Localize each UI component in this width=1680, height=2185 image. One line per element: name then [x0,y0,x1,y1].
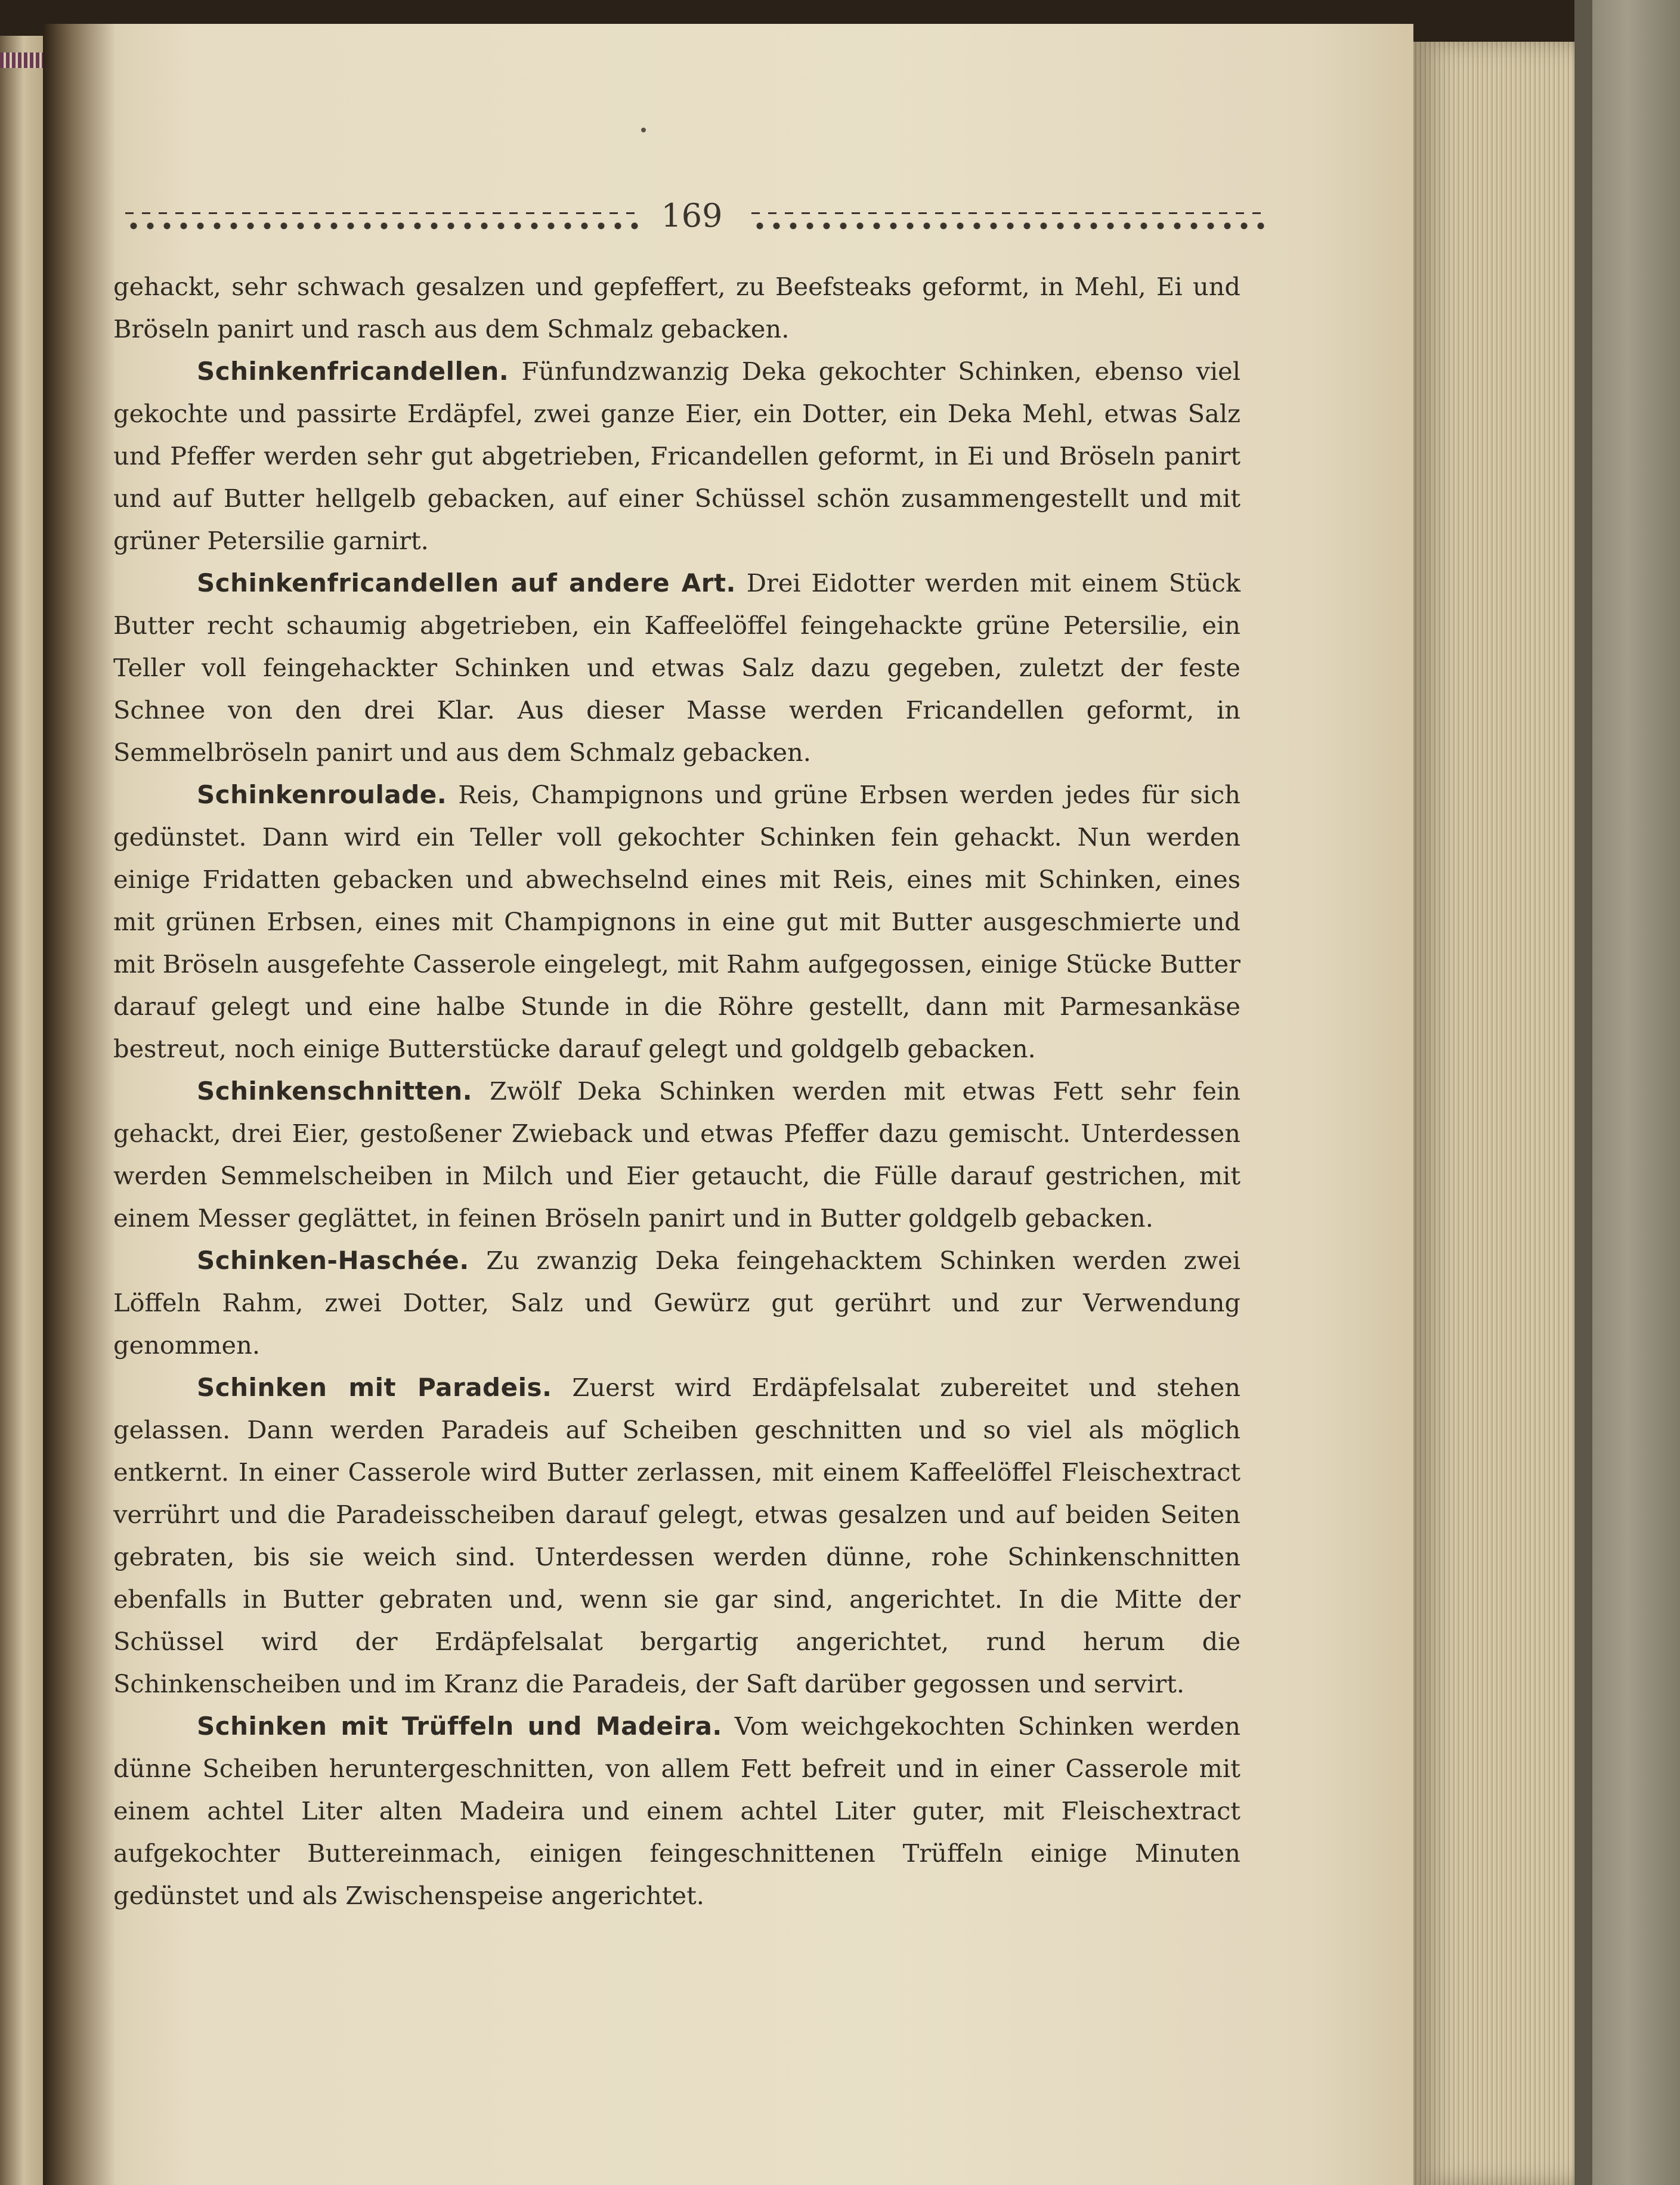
recipe-title: Schinken mit Paradeis. [197,1373,552,1402]
header-ornament-left [125,208,638,234]
recipe-title: Schinkenschnitten. [197,1076,473,1106]
recipe-body: Fünfundzwanzig Deka gekochter Schinken, ebenso viel gekochte und passirte Erdäpfel, zwei ganze Eier, ein Dotter, ein Deka Mehl, etwas Salz und Pfeffer werden sehr gut abgetrieben, Fricandellen geformt, in Ei und Bröseln panirt und auf Butter hellgelb gebacken, auf einer Schüssel schön zusammengestellt und mit grüner Petersilie garnirt. [113,357,1240,555]
recipe-title: Schinkenroulade. [197,780,447,809]
recipe-paragraph [113,562,1240,773]
recipe-title: Schinken mit Trüffeln und Madeira. [197,1712,722,1741]
recipe-paragraph [113,350,1240,562]
left-page-edge [0,36,43,2185]
ink-speck [641,128,646,132]
recipe-title: Schinkenfricandellen. [197,357,509,386]
book-gutter-shadow [43,24,115,2185]
page-number: 169 [661,197,723,234]
recipe-title: Schinken-Haschée. [197,1246,469,1275]
recipe-paragraph [113,1070,1240,1239]
recipe-paragraph [113,1366,1240,1705]
book-cover [1592,0,1680,2185]
page-fore-edge [1413,42,1592,2185]
recipe-paragraph [113,773,1240,1070]
recipe-body: Zu zwanzig Deka feingehacktem Schinken werden zwei Löffeln Rahm, zwei Dotter, Salz und Gewürz gut gerührt und zur Verwendung genommen. [113,1246,1240,1360]
recipe-body: Vom weichgekochten Schinken werden dünne Scheiben heruntergeschnitten, von allem Fett befreit und in einer Casserole mit einem achtel Liter alten Madeira und einem achtel Liter guter, mit Fleischextract aufgekochter Buttereinmach, einigen feingeschnittenen Trüffeln einige Minuten gedünstet und als Zwischenspeise angerichtet. [113,1712,1240,1910]
recipe-body: Zuerst wird Erdäpfelsalat zubereitet und stehen gelassen. Dann werden Paradeis auf Scheiben geschnitten und so viel als möglich entkernt. In einer Casserole wird Butter zerlassen, mit einem Kaffeelöffel Fleischextract verrührt und die Paradeisscheiben darauf gelegt, etwas gesalzen und auf beiden Seiten gebraten, bis sie weich sind. Unterdessen werden dünne, rohe Schinkenschnitten ebenfalls in Butter gebraten und, wenn sie gar sind, angerichtet. In die Mitte der Schüssel wird der Erdäpfelsalat bergartig angerichtet, rund herum die Schinkenscheiben und im Kranz die Paradeis, der Saft darüber gegossen und servirt. [113,1373,1240,1698]
recipe-body: Zwölf Deka Schinken werden mit etwas Fett sehr fein gehackt, drei Eier, gestoßener Zwieback und etwas Pfeffer dazu gemischt. Unterdessen werden Semmelscheiben in Milch und Eier getaucht, die Fülle darauf gestrichen, mit einem Messer geglättet, in feinen Bröseln panirt und in Butter goldgelb gebacken. [113,1076,1240,1233]
recipe-body: Drei Eidotter werden mit einem Stück Butter recht schaumig abgetrieben, ein Kaffeelöffel feingehackte grüne Petersilie, ein Teller voll feingehackter Schinken und etwas Salz dazu gegeben, zuletzt der feste Schnee von den drei Klar. Aus dieser Masse werden Fricandellen geformt, in Semmelbröseln panirt und aus dem Schmalz gebacken. [113,568,1240,767]
intro-paragraph: gehackt, sehr schwach gesalzen und gepfeffert, zu Beefsteaks geformt, in Mehl, Ei und Bröseln panirt und rasch aus dem Schmalz gebacken. [113,272,1240,343]
recipe-paragraph [113,1239,1240,1366]
recipe-paragraph [113,1705,1240,1917]
page-text [113,265,1240,1917]
header-ornament-right [751,208,1264,234]
recipe-body: Reis, Champignons und grüne Erbsen werden jedes für sich gedünstet. Dann wird ein Teller voll gekochter Schinken fein gehackt. Nun werden einige Fridatten gebacken und abwechselnd eines mit Reis, eines mit Schinken, eines mit grünen Erbsen, eines mit Champignons in eine gut mit Butter ausgeschmierte und mit Bröseln ausgefehte Casserole eingelegt, mit Rahm aufgegossen, einige Stücke Butter darauf gelegt und eine halbe Stunde in die Röhre gestellt, dann mit Parmesankäse bestreut, noch einige Butterstücke darauf gelegt und goldgelb gebacken. [113,780,1240,1063]
recipe-title: Schinkenfricandellen auf andere Art. [197,568,737,598]
page-header [119,197,1240,250]
